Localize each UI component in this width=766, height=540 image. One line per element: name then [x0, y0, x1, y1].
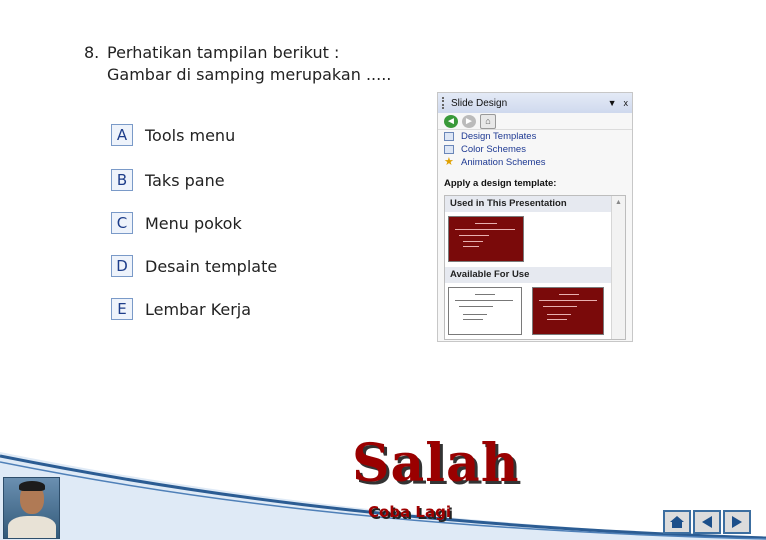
- section-available: Available For Use: [445, 267, 613, 283]
- question-number: 8.: [84, 43, 100, 62]
- link-label: Design Templates: [461, 131, 537, 142]
- teacher-photo: [3, 477, 60, 539]
- question-text: [84, 42, 391, 86]
- scrollbar: [611, 196, 625, 339]
- option-letter: D: [111, 255, 133, 277]
- star-icon: ★: [444, 156, 454, 168]
- option-b[interactable]: [111, 169, 225, 191]
- pane-nav: [438, 113, 632, 130]
- home-button[interactable]: [663, 510, 691, 534]
- result-text: Salah: [352, 433, 520, 494]
- previous-button[interactable]: [693, 510, 721, 534]
- scroll-up-icon: ▲: [615, 199, 622, 206]
- option-letter: C: [111, 212, 133, 234]
- question-line1: Perhatikan tampilan berikut :: [107, 43, 340, 62]
- option-text: Taks pane: [145, 170, 225, 190]
- link-design-templates: [438, 130, 632, 143]
- home-icon: [669, 515, 685, 529]
- pane-title-bar: [438, 93, 632, 113]
- right-triangle-icon: [730, 515, 744, 529]
- link-animation-schemes: [438, 156, 632, 169]
- question-line2: Gambar di samping merupakan .....: [107, 65, 392, 84]
- retry-link[interactable]: Coba Lagi: [368, 503, 451, 521]
- grip-icon: [442, 97, 447, 109]
- link-label: Color Schemes: [461, 144, 526, 155]
- next-button[interactable]: [723, 510, 751, 534]
- template-icon: [444, 132, 454, 141]
- option-letter: E: [111, 298, 133, 320]
- link-label: Animation Schemes: [461, 157, 546, 168]
- chevron-down-icon: ▼: [607, 98, 617, 108]
- option-text: Tools menu: [145, 125, 236, 145]
- color-scheme-icon: [444, 145, 454, 154]
- template-thumbnail: [532, 287, 604, 335]
- link-color-schemes: [438, 143, 632, 156]
- option-text: Menu pokok: [145, 213, 242, 233]
- template-thumbnail: [448, 216, 524, 262]
- option-letter: A: [111, 124, 133, 146]
- option-a[interactable]: [111, 124, 235, 146]
- pane-title: Slide Design: [451, 97, 508, 109]
- option-text: Lembar Kerja: [145, 299, 252, 319]
- template-gallery: [444, 195, 626, 340]
- close-icon: x: [623, 98, 628, 108]
- option-letter: B: [111, 169, 133, 191]
- option-c[interactable]: [111, 212, 242, 234]
- back-icon: ◄: [444, 115, 458, 128]
- option-d[interactable]: [111, 255, 277, 277]
- left-triangle-icon: [700, 515, 714, 529]
- nav-buttons: [663, 510, 751, 534]
- template-thumbnail: [448, 287, 522, 335]
- option-text: Desain template: [145, 256, 278, 276]
- task-pane-screenshot: [437, 92, 633, 342]
- section-used: Used in This Presentation: [445, 196, 613, 212]
- forward-icon: ►: [462, 115, 476, 128]
- option-e[interactable]: [111, 298, 251, 320]
- home-icon: ⌂: [480, 114, 496, 129]
- apply-label: Apply a design template:: [444, 178, 557, 189]
